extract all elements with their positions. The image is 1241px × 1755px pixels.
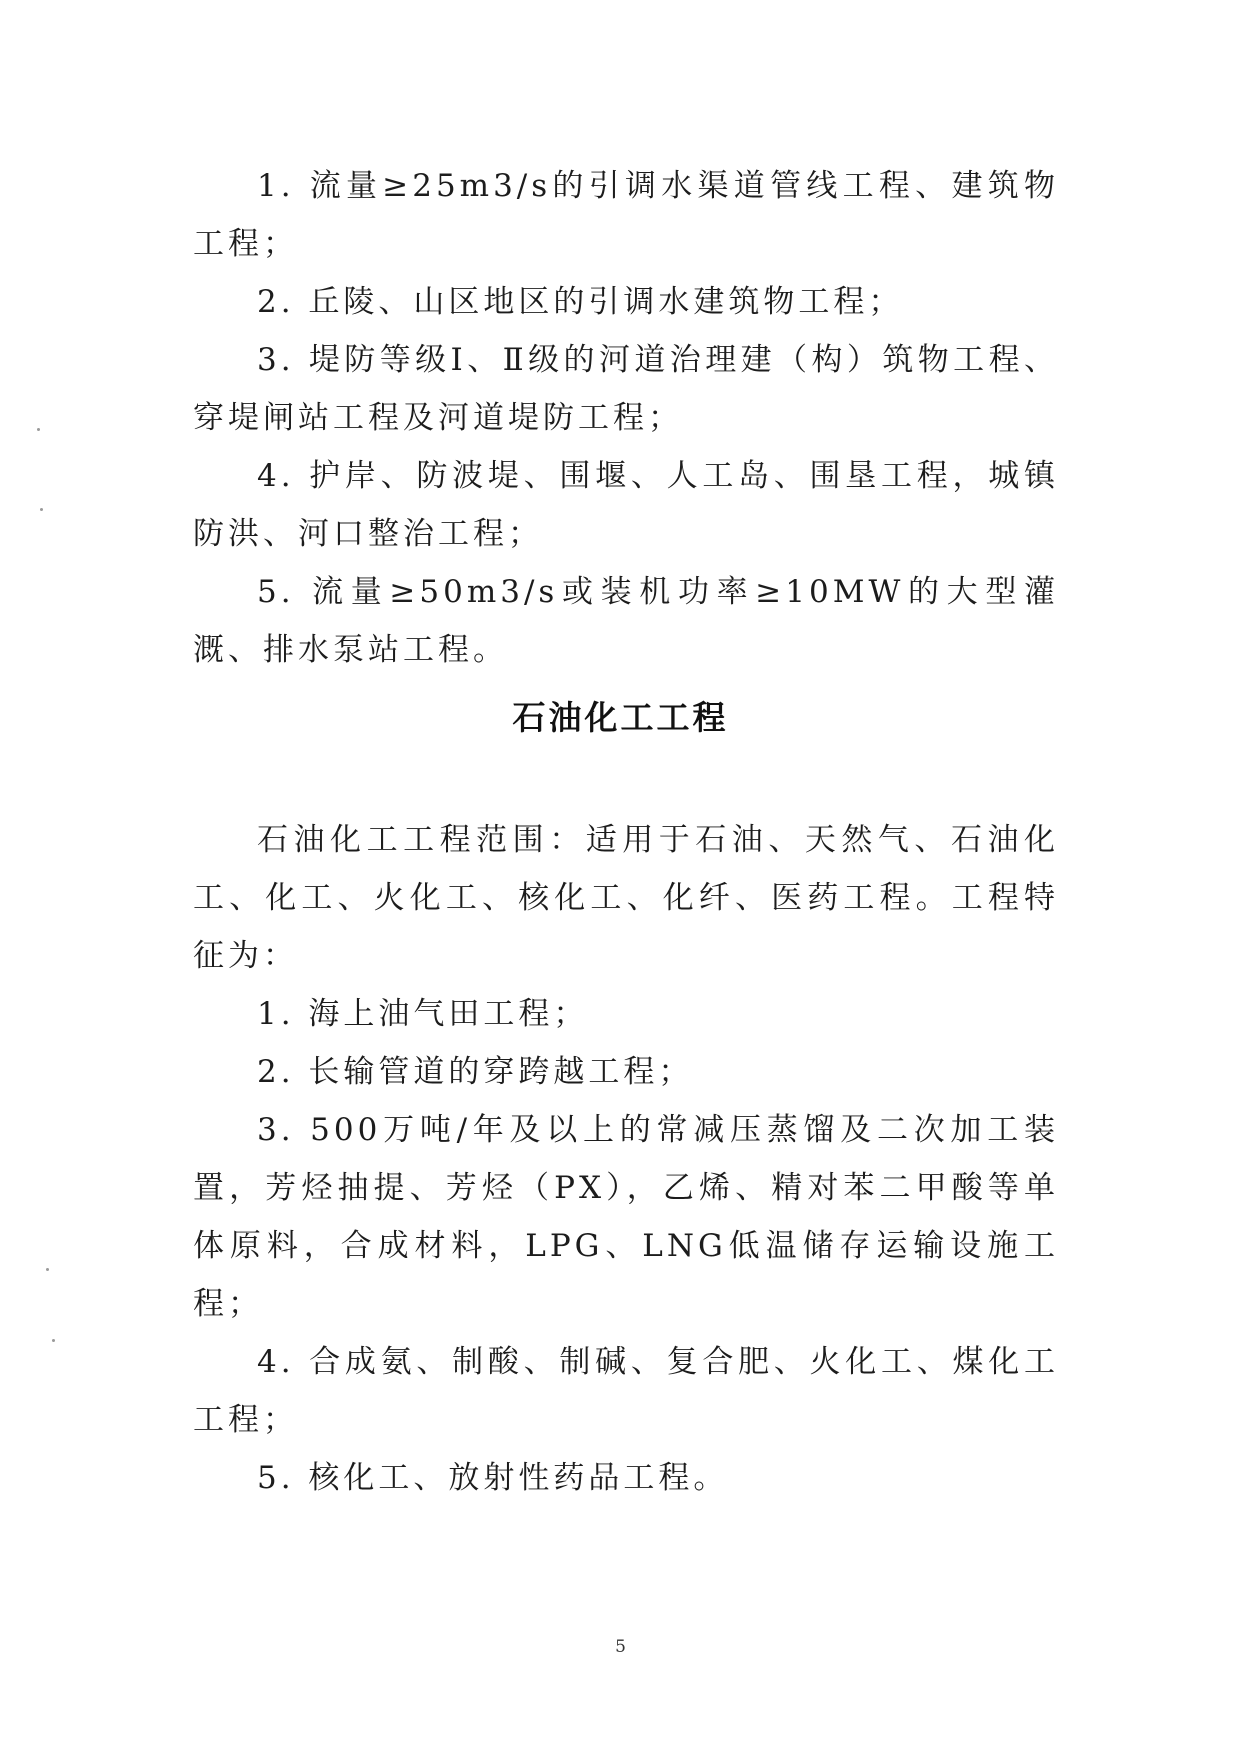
scan-speck: [52, 1339, 55, 1342]
page-number: 5: [615, 1637, 626, 1657]
list-item: 4. 护岸、防波堤、围堰、人工岛、围垦工程，城镇防洪、河口整治工程；: [193, 458, 1059, 552]
list-item: 3. 堤防等级Ⅰ、Ⅱ级的河道治理建（构）筑物工程、穿堤闸站工程及河道堤防工程；: [193, 342, 1059, 436]
scan-speck: [37, 428, 40, 431]
petrochemical-section-body: [193, 811, 1059, 1507]
scan-speck: [46, 1268, 49, 1271]
water-project-list: [193, 157, 1059, 679]
list-item: 3. 500万吨/年及以上的常减压蒸馏及二次加工装置，芳烃抽提、芳烃（PX），乙烯、精对苯二甲酸等单体原料，合成材料，LPG、LNG低温储存运输设施工程；: [193, 1112, 1059, 1322]
list-item: 1. 海上油气田工程；: [257, 996, 589, 1032]
list-item: 2. 长输管道的穿跨越工程；: [257, 1054, 694, 1090]
scan-speck: [40, 508, 43, 511]
list-item: 5. 流量≥50m3/s或装机功率≥10MW的大型灌溉、排水泵站工程。: [193, 574, 1059, 668]
list-item: 5. 核化工、放射性药品工程。: [257, 1460, 729, 1496]
list-item: 2. 丘陵、山区地区的引调水建筑物工程；: [257, 284, 904, 320]
list-item: 4. 合成氨、制酸、制碱、复合肥、火化工、煤化工工程；: [193, 1344, 1059, 1438]
section-heading: 石油化工工程: [512, 698, 729, 737]
list-item: 1. 流量≥25m3/s的引调水渠道管线工程、建筑物工程；: [193, 168, 1059, 262]
section-intro: 石油化工工程范围：适用于石油、天然气、石油化工、化工、火化工、核化工、化纤、医药工程。工程特征为：: [193, 822, 1059, 974]
